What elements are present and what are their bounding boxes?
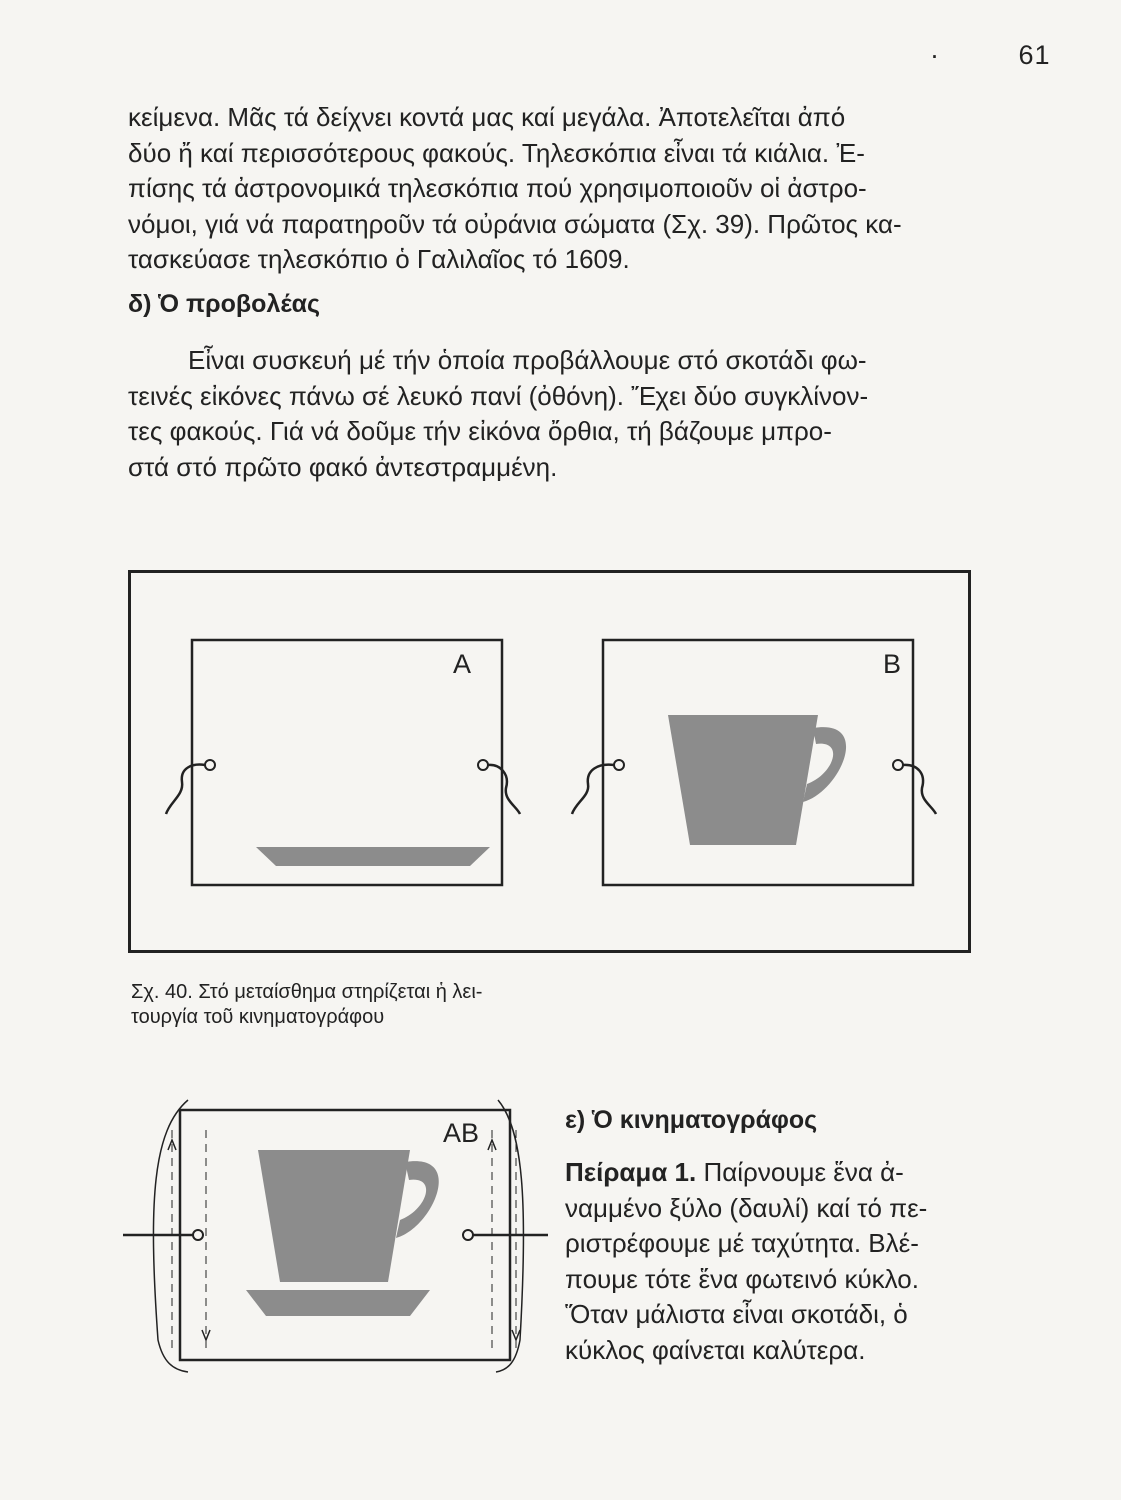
text-line: δύο ἤ καί περισσότερους φακούς. Τηλεσκόπια εἶναι τά κιάλια. Ἐ- [128, 137, 865, 168]
text-line: κύκλος φαίνεται καλύτερα. [565, 1334, 866, 1365]
hole-left-a [205, 760, 215, 770]
page-mark: · [930, 40, 940, 70]
figure-ab-illustration [118, 1090, 558, 1380]
experiment-paragraph [565, 1155, 975, 1368]
label-a: A [453, 649, 472, 679]
projector-paragraph [128, 343, 973, 485]
axle-hole-left [193, 1230, 203, 1240]
text-line: τεινές εἰκόνες πάνω σέ λευκό πανί (ὀθόνη). Ἔχει δύο συγκλίνον- [128, 380, 869, 411]
figure-frame [130, 572, 970, 952]
text-line: Ὅταν μάλιστα εἶναι σκοτάδι, ὁ [565, 1299, 908, 1329]
text-line: κείμενα. Μᾶς τά δείχνει κοντά μας καί μεγάλα. Ἀποτελεῖται ἀπό [128, 102, 846, 132]
text-line: πουμε τότε ἕνα φωτεινό κύκλο. [565, 1263, 919, 1294]
string-left [166, 765, 205, 814]
text-line: στά στό πρῶτο φακό ἀντεστραμμένη. [128, 451, 558, 482]
text-line: τες φακούς. Γιά νά δοῦμε τήν εἰκόνα ὄρθια, τή βάζουμε μπρο- [128, 416, 832, 446]
section-heading-projector: δ) Ὁ προβολέας [128, 290, 321, 318]
figure-40-illustration [128, 570, 973, 955]
text-line: πίσης τά ἀστρονομικά τηλεσκόπια πού χρησιμοποιοῦν οἱ ἀστρο- [128, 173, 867, 203]
text-line: ναμμένο ξύλο (δαυλί) καί τό πε- [565, 1192, 928, 1223]
text-line: Εἶναι συσκευή μέ τήν ὁποία προβάλλουμε στό σκοτάδι φω- [188, 345, 867, 375]
cup-shape [668, 715, 818, 845]
text-line [565, 1155, 975, 1191]
intro-paragraph [128, 100, 973, 278]
caption-line: τουργία τοῦ κινηματογράφου [131, 1006, 385, 1028]
string-b-left [572, 765, 614, 814]
page-number-area [930, 40, 1051, 71]
string-a-right [488, 765, 520, 814]
hole-right-b [893, 760, 903, 770]
figure-40-caption [131, 980, 591, 1030]
label-ab: AB [443, 1118, 480, 1148]
saucer-shape [256, 847, 490, 866]
experiment-label: Πείραμα 1. [565, 1157, 697, 1187]
string-right [903, 765, 936, 814]
cup-shape [258, 1150, 410, 1282]
axle-hole-right [463, 1230, 473, 1240]
hole-right-a [478, 760, 488, 770]
saucer-shape [246, 1290, 430, 1316]
label-b: B [883, 649, 902, 679]
caption-line: Σχ. 40. Στό μεταίσθημα στηρίζεται ἡ λει- [131, 981, 483, 1003]
text-line: τασκεύασε τηλεσκόπιο ὁ Γαλιλαῖος τό 1609. [128, 244, 630, 274]
text-line: νόμοι, γιά νά παρατηροῦν τά οὐράνια σώματα (Σχ. 39). Πρῶτος κα- [128, 208, 902, 239]
text-line: ριστρέφουμε μέ ταχύτητα. Βλέ- [565, 1228, 919, 1258]
section-heading-cinema: ε) Ὁ κινηματογράφος [565, 1106, 818, 1134]
hole-left-b [614, 760, 624, 770]
experiment-text: Παίρνουμε ἕνα ἀ- [696, 1157, 904, 1187]
page-number: 61 [1018, 40, 1051, 70]
